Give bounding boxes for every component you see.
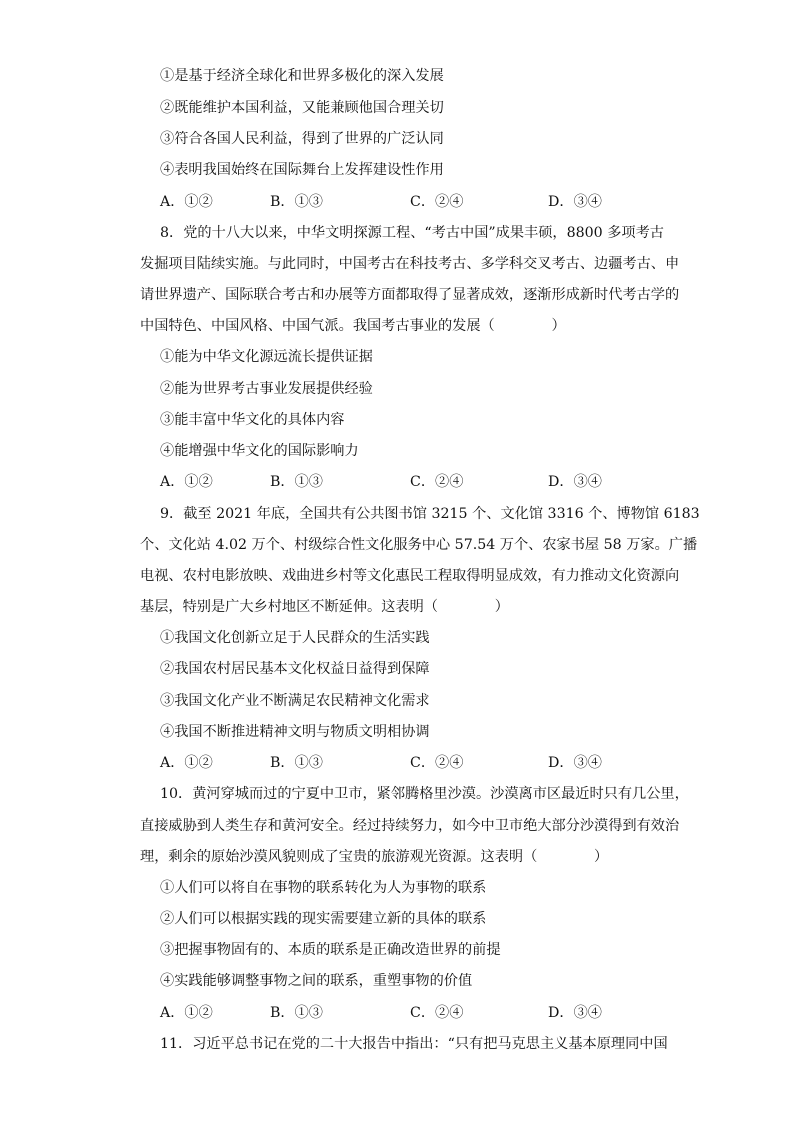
- q8-stem-line-1: 8．党的十八大以来，中华文明探源工程、“考古中国”成果丰硕，8800 多项考古: [160, 225, 664, 241]
- q8-option-4: ④能增强中华文化的国际影响力: [160, 443, 359, 459]
- q9-choice-d: D．③④: [548, 755, 602, 771]
- q7-option-2: ②既能维护本国利益，又能兼顾他国合理关切: [160, 100, 444, 116]
- q9-stem-line-1: 9．截至 2021 年底，全国共有公共图书馆 3215 个、文化馆 3316 个、博物馆 6183: [160, 506, 700, 522]
- q9-choice-a: A．①②: [160, 755, 213, 771]
- q7-choice-b: B．①③: [270, 194, 323, 210]
- q10-stem-line-3: 理，剩余的原始沙漠风貌则成了宝贵的旅游观光资源。这表明（ ）: [140, 849, 609, 865]
- q7-choices: [160, 192, 660, 212]
- q9-choices: [160, 753, 660, 773]
- q9-option-2: ②我国农村居民基本文化权益日益得到保障: [160, 661, 430, 677]
- q10-option-3: ③把握事物固有的、本质的联系是正确改造世界的前提: [160, 942, 501, 958]
- q8-stem-line-2: 发掘项目陆续实施。与此同时，中国考古在科技考古、多学科交叉考古、边疆考古、申: [140, 256, 680, 272]
- q8-option-2: ②能为世界考古事业发展提供经验: [160, 381, 373, 397]
- q8-choice-b: B．①③: [270, 474, 323, 490]
- q11-stem-line-1: 11．习近平总书记在党的二十大报告中指出：“只有把马克思主义基本原理同中国: [160, 1036, 668, 1052]
- q10-stem-line-2: 直接威胁到人类生存和黄河安全。经过持续努力，如今中卫市绝大部分沙漠得到有效治: [140, 818, 680, 834]
- q10-choice-a: A．①②: [160, 1005, 213, 1021]
- q9-stem-line-3: 电视、农村电影放映、戏曲进乡村等文化惠民工程取得明显成效，有力推动文化资源向: [140, 568, 680, 584]
- q8-stem-line-3: 请世界遗产、国际联合考古和办展等方面都取得了显著成效，逐渐形成新时代考古学的: [140, 287, 680, 303]
- q10-option-1: ①人们可以将自在事物的联系转化为人为事物的联系: [160, 880, 487, 896]
- q7-option-3: ③符合各国人民利益，得到了世界的广泛认同: [160, 131, 444, 147]
- q8-choice-d: D．③④: [548, 474, 602, 490]
- q9-choice-c: C．②④: [410, 755, 464, 771]
- q8-option-1: ①能为中华文化源远流长提供证据: [160, 349, 373, 365]
- q8-stem-line-4: 中国特色、中国风格、中国气派。我国考古事业的发展（ ）: [140, 318, 566, 334]
- q9-stem-line-4: 基层，特别是广大乡村地区不断延伸。这表明（ ）: [140, 599, 509, 615]
- q10-option-2: ②人们可以根据实践的现实需要建立新的具体的联系: [160, 911, 487, 927]
- q10-option-4: ④实践能够调整事物之间的联系，重塑事物的价值: [160, 973, 473, 989]
- q10-stem-line-1: 10．黄河穿城而过的宁夏中卫市，紧邻腾格里沙漠。沙漠离市区最近时只有几公里，: [160, 786, 689, 802]
- q7-choice-a: A．①②: [160, 194, 213, 210]
- q7-option-1: ①是基于经济全球化和世界多极化的深入发展: [160, 68, 444, 84]
- q7-choice-d: D．③④: [548, 194, 602, 210]
- q9-option-1: ①我国文化创新立足于人民群众的生活实践: [160, 630, 430, 646]
- q8-choice-c: C．②④: [410, 474, 464, 490]
- q9-option-4: ④我国不断推进精神文明与物质文明相协调: [160, 724, 430, 740]
- q9-stem-line-2: 个、文化站 4.02 万个、村级综合性文化服务中心 57.54 万个、农家书屋 58 万家。广播: [140, 537, 698, 553]
- q10-choice-d: D．③④: [548, 1005, 602, 1021]
- q10-choice-b: B．①③: [270, 1005, 323, 1021]
- q9-option-3: ③我国文化产业不断满足农民精神文化需求: [160, 693, 430, 709]
- q8-option-3: ③能丰富中华文化的具体内容: [160, 412, 345, 428]
- q7-choice-c: C．②④: [410, 194, 464, 210]
- q9-choice-b: B．①③: [270, 755, 323, 771]
- q10-choices: [160, 1003, 660, 1023]
- q8-choices: [160, 472, 660, 492]
- q10-choice-c: C．②④: [410, 1005, 464, 1021]
- q7-option-4: ④表明我国始终在国际舞台上发挥建设性作用: [160, 162, 444, 178]
- q8-choice-a: A．①②: [160, 474, 213, 490]
